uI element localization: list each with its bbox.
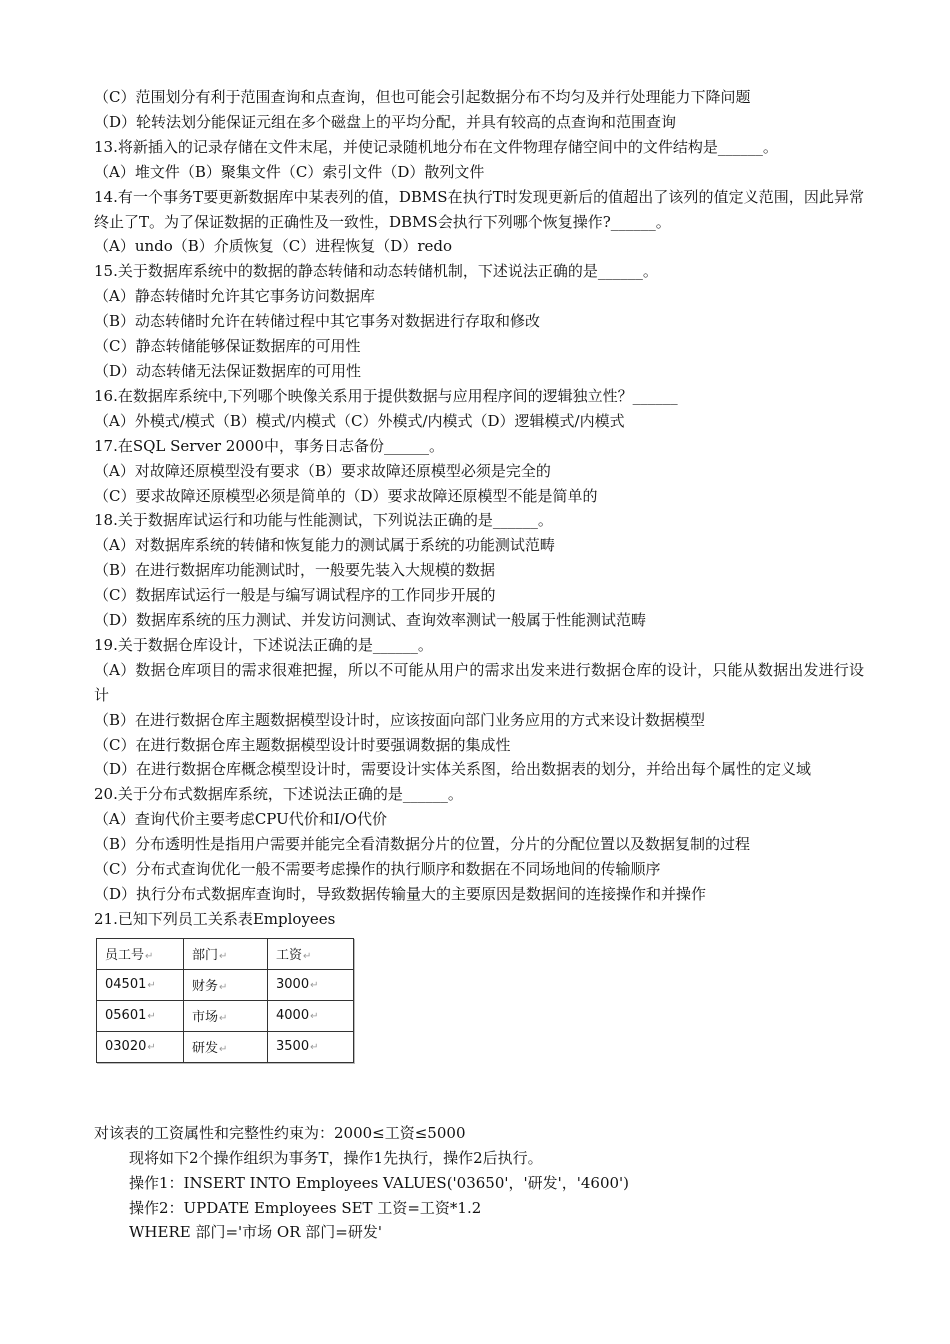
table-header-row	[97, 938, 354, 969]
cell-text: 3000	[276, 977, 310, 993]
option-line: （A）查询代价主要考虑CPU代价和I/O代价	[94, 810, 388, 829]
paragraph-mark: ↵	[310, 1042, 319, 1054]
question-20: 20.关于分布式数据库系统，下述说法正确的是______。	[94, 785, 463, 804]
cell-text: 财务	[192, 979, 219, 995]
option-line: （A）undo（B）介质恢复（C）进程恢复（D）redo	[94, 237, 452, 256]
option-line: （C）分布式查询优化一般不需要考虑操作的执行顺序和数据在不同场地间的传输顺序	[94, 860, 661, 879]
option-line: （B）在进行数据仓库主题数据模型设计时，应该按面向部门业务应用的方式来设计数据模型	[94, 710, 706, 729]
option-line: （B）动态转储时允许在转储过程中其它事务对数据进行存取和修改	[94, 312, 541, 331]
option-line: （A）对故障还原模型没有要求（B）要求故障还原模型必须是完全的	[94, 461, 551, 480]
paragraph-mark: ↵	[147, 1042, 156, 1054]
table-cell	[268, 1031, 354, 1062]
question-14: 14.有一个事务T要更新数据库中某表列的值，DBMS在执行T时发现更新后的值超出了该列的值定义范围，因此异常终止了T。为了保证数据的正确性及一致性，DBMS会执行下列哪个恢复操作?______。	[94, 187, 864, 231]
constraint-line: 对该表的工资属性和完整性约束为：2000≤工资≤5000	[94, 1123, 466, 1142]
question-18: 18.关于数据库试运行和功能与性能测试，下列说法正确的是______。	[94, 511, 553, 530]
paragraph-mark: ↵	[310, 980, 319, 992]
question-19: 19.关于数据仓库设计，下述说法正确的是______。	[94, 635, 433, 654]
operation-1: 操作1：INSERT INTO Employees VALUES('03650'，'研发'，'4600')	[129, 1173, 630, 1192]
operation-2: 操作2：UPDATE Employees SET 工资=工资*1.2	[129, 1198, 482, 1217]
document-body	[94, 85, 864, 1245]
table-header-cell	[268, 938, 354, 969]
option-line: （D）执行分布式数据库查询时，导致数据传输量大的主要原因是数据间的连接操作和并操作	[94, 885, 707, 903]
paragraph-mark: ↵	[219, 1013, 228, 1025]
paragraph-mark: ↵	[219, 951, 228, 963]
transaction-description: 现将如下2个操作组织为事务T，操作1先执行，操作2后执行。	[129, 1148, 543, 1167]
cell-text: 4000	[276, 1008, 310, 1024]
cell-text: 研发	[192, 1041, 219, 1057]
operation-2-where: WHERE 部门='市场 OR 部门=研发'	[129, 1223, 382, 1242]
cell-text: 05601	[105, 1008, 147, 1024]
option-line: （A）静态转储时允许其它事务访问数据库	[94, 287, 375, 306]
paragraph-mark: ↵	[303, 951, 312, 963]
question-21: 21.已知下列员工关系表Employees	[94, 909, 336, 928]
paragraph-mark: ↵	[147, 980, 156, 992]
table-cell	[97, 1000, 184, 1031]
cell-text: 04501	[105, 977, 147, 993]
table-cell	[97, 969, 184, 1000]
cell-text: 市场	[192, 1010, 219, 1026]
cell-text: 3500	[276, 1039, 310, 1055]
option-line: （D）轮转法划分能保证元组在多个磁盘上的平均分配，并具有较高的点查询和范围查询	[94, 112, 677, 131]
question-15: 15.关于数据库系统中的数据的静态转储和动态转储机制，下述说法正确的是______。	[94, 262, 658, 281]
table-cell	[97, 1031, 184, 1062]
table-cell	[184, 1000, 268, 1031]
header-text: 部门	[192, 948, 219, 964]
option-paragraph: （A）数据仓库项目的需求很难把握，所以不可能从用户的需求出发来进行数据仓库的设计，只能从数据出发进行设计	[94, 660, 864, 704]
option-line: （C）范围划分有利于范围查询和点查询，但也可能会引起数据分布不均匀及并行处理能力下降问题	[94, 88, 751, 106]
option-line: （B）分布透明性是指用户需要并能完全看清数据分片的位置，分片的分配位置以及数据复制的过程	[94, 835, 751, 854]
paragraph-mark: ↵	[310, 1011, 319, 1023]
paragraph-mark: ↵	[219, 1044, 228, 1056]
option-line: （C）静态转储能够保证数据库的可用性	[94, 337, 361, 356]
paragraph-mark: ↵	[145, 951, 154, 963]
option-paragraph: （D）在进行数据仓库概念模型设计时，需要设计实体关系图，给出数据表的划分，并给出每个属性的定义域	[94, 760, 812, 779]
option-line: （D）动态转储无法保证数据库的可用性	[94, 361, 362, 380]
option-line: （C）数据库试运行一般是与编写调试程序的工作同步开展的	[94, 586, 496, 605]
header-text: 员工号	[105, 948, 145, 964]
header-text: 工资	[276, 948, 303, 964]
option-line: （A）外模式/模式（B）模式/内模式（C）外模式/内模式（D）逻辑模式/内模式	[94, 411, 625, 430]
paragraph-mark: ↵	[147, 1011, 156, 1023]
option-line: （C）在进行数据仓库主题数据模型设计时要强调数据的集成性	[94, 735, 511, 754]
option-line: （C）要求故障还原模型必须是简单的（D）要求故障还原模型不能是简单的	[94, 486, 598, 505]
table-cell	[184, 969, 268, 1000]
table-header-cell	[97, 938, 184, 969]
question-16: 16.在数据库系统中,下列哪个映像关系用于提供数据与应用程序间的逻辑独立性？______	[94, 386, 678, 405]
employees-table	[96, 938, 354, 1063]
table-cell	[184, 1031, 268, 1062]
paragraph-mark: ↵	[219, 982, 228, 994]
option-line: （A）对数据库系统的转储和恢复能力的测试属于系统的功能测试范畴	[94, 536, 555, 555]
option-line: （D）数据库系统的压力测试、并发访问测试、查询效率测试一般属于性能测试范畴	[94, 611, 647, 630]
table-cell	[268, 1000, 354, 1031]
table-row	[97, 1031, 354, 1062]
table-row	[97, 1000, 354, 1031]
employees-table-image	[96, 938, 864, 1063]
table-cell	[268, 969, 354, 1000]
cell-text: 03020	[105, 1039, 147, 1055]
table-header-cell	[184, 938, 268, 969]
option-line: （B）在进行数据库功能测试时，一般要先装入大规模的数据	[94, 561, 496, 580]
question-13: 13.将新插入的记录存储在文件末尾，并使记录随机地分布在文件物理存储空间中的文件结构是______。	[94, 137, 778, 156]
option-line: （A）堆文件（B）聚集文件（C）索引文件（D）散列文件	[94, 162, 485, 181]
question-17: 17.在SQL Server 2000中，事务日志备份______。	[94, 436, 444, 455]
table-row	[97, 969, 354, 1000]
